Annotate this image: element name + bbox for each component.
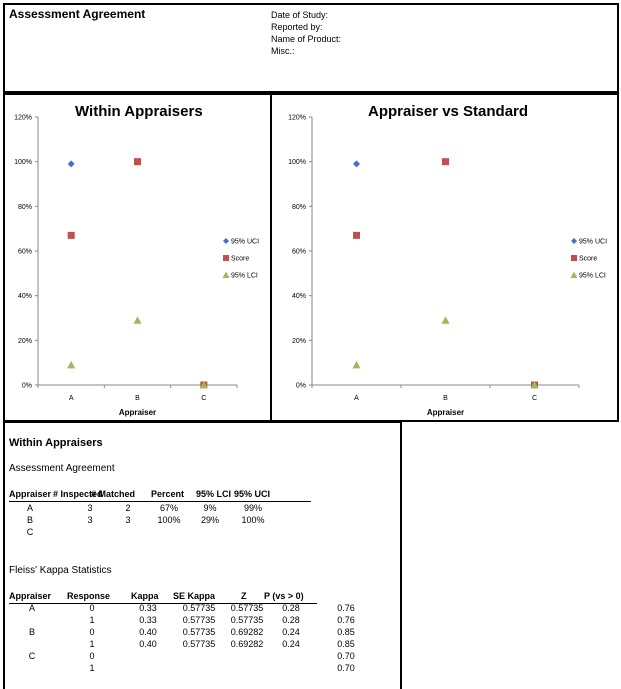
chart2-legend-label: Score <box>579 255 598 263</box>
kappa-header-cell: SE Kappa <box>173 591 216 601</box>
appraiser-vs-standard-chart-panel <box>270 93 619 422</box>
kappa-cell: 0.40 <box>139 627 157 637</box>
kappa-header-cell: P (vs > 0) <box>264 591 304 601</box>
chart1-y-tick-label: 80% <box>17 203 32 211</box>
kappa-cell: 0.70 <box>337 651 355 661</box>
chart1-legend-marker <box>223 255 229 261</box>
kappa-cell: 0.57735 <box>182 639 216 649</box>
chart2-x-axis-label: Appraiser <box>426 408 465 417</box>
chart1-point-triangle <box>67 361 75 369</box>
chart1-y-tick-label: 100% <box>14 159 32 167</box>
chart2-x-tick-label: B <box>443 395 448 402</box>
chart2-y-tick-label: 20% <box>291 337 306 345</box>
chart1-point-square <box>68 232 75 239</box>
agreement-cell: 3 <box>125 515 131 525</box>
kappa-cell: B <box>28 627 36 637</box>
kappa-header-cell: Appraiser <box>9 591 52 601</box>
report-fields <box>271 9 341 57</box>
kappa-cell: 0.57735 <box>182 615 216 625</box>
kappa-cell: 0.24 <box>282 639 300 649</box>
agreement-cell: 99% <box>243 503 263 513</box>
kappa-cell: 0.33 <box>139 603 157 613</box>
kappa-cell: 0 <box>89 603 95 613</box>
chart1-point-square <box>134 158 141 165</box>
agreement-cell: C <box>26 527 34 537</box>
chart1-y-tick-label: 60% <box>17 248 32 256</box>
chart2-legend-marker <box>571 272 578 279</box>
agreement-cell: 100% <box>157 515 181 525</box>
appraiser-vs-standard-chart-title: Appraiser vs Standard <box>368 103 529 120</box>
agreement-header-cell: 95% UCI <box>234 489 271 499</box>
chart2-point-square <box>442 158 449 165</box>
agreement-header-rule <box>9 501 311 502</box>
kappa-cell: 0.40 <box>139 639 157 649</box>
kappa-cell: 0.57735 <box>182 627 216 637</box>
kappa-cell: 0.33 <box>139 615 157 625</box>
within-appraisers-panel <box>3 421 402 689</box>
chart2-legend-marker <box>571 238 577 244</box>
chart1-legend-label: 95% LCI <box>231 272 258 280</box>
chart2-y-tick-label: 0% <box>295 382 306 390</box>
misc-label: Misc.: <box>271 46 295 56</box>
agreement-cell: A <box>26 503 34 513</box>
chart2-point-triangle <box>442 316 450 324</box>
agreement-header-cell: 95% LCI <box>196 489 232 499</box>
chart2-y-tick-label: 60% <box>291 248 306 256</box>
agreement-cell: 3 <box>87 503 93 513</box>
agreement-header-cell: Percent <box>151 489 185 499</box>
agreement-header-cell: Appraiser <box>9 489 52 499</box>
chart1-legend-label: 95% UCI <box>231 238 260 246</box>
agreement-header-cell: # Matched <box>91 489 136 499</box>
agreement-header-cell: # Inspected <box>53 489 103 499</box>
chart1-x-tick-label: A <box>68 395 74 402</box>
chart2-y-tick-label: 120% <box>288 114 306 122</box>
kappa-cell: 0.76 <box>337 603 355 613</box>
kappa-cell: 0.85 <box>337 639 355 649</box>
kappa-cell: 0 <box>89 651 95 661</box>
chart1-x-tick-label: C <box>201 395 207 402</box>
agreement-cell: 2 <box>125 503 131 513</box>
chart1-y-tick-label: 120% <box>14 114 32 122</box>
header-panel <box>3 3 619 93</box>
within-appraisers-chart-panel <box>3 93 272 422</box>
chart1-y-tick-label: 0% <box>21 382 32 390</box>
kappa-cell: 0 <box>89 627 95 637</box>
chart2-y-tick-label: 80% <box>291 203 306 211</box>
chart2-y-tick-label: 100% <box>288 159 306 167</box>
kappa-cell: 0.28 <box>282 603 300 613</box>
chart1-legend-marker <box>223 272 230 279</box>
chart2-point-triangle <box>353 361 361 369</box>
kappa-cell: 0.57735 <box>230 615 264 625</box>
kappa-cell: C <box>28 651 36 661</box>
kappa-cell: 0.69282 <box>230 627 264 637</box>
kappa-cell: 0.57735 <box>230 603 264 613</box>
kappa-cell: 1 <box>89 615 95 625</box>
chart1-point-triangle <box>134 316 142 324</box>
kappa-header-cell: Response <box>67 591 111 601</box>
kappa-cell: 1 <box>89 639 95 649</box>
chart1-y-tick-label: 20% <box>17 337 32 345</box>
kappa-table-title: Fleiss' Kappa Statistics <box>9 565 112 576</box>
name-of-product-label: Name of Product: <box>271 34 342 44</box>
agreement-cell: 100% <box>241 515 265 525</box>
agreement-cell: B <box>26 515 34 525</box>
chart2-point-diamond <box>353 160 360 167</box>
kappa-cell: 0.57735 <box>182 603 216 613</box>
kappa-header-rule <box>9 603 317 604</box>
chart1-legend-marker <box>223 238 229 244</box>
chart1-legend-label: Score <box>231 255 250 263</box>
chart2-y-tick-label: 40% <box>291 293 306 301</box>
agreement-cell: 67% <box>159 503 179 513</box>
date-of-study-label: Date of Study: <box>271 10 329 20</box>
agreement-cell: 3 <box>87 515 93 525</box>
kappa-cell: 0.28 <box>282 615 300 625</box>
chart1-point-diamond <box>68 160 75 167</box>
kappa-header-cell: Z <box>241 591 247 601</box>
chart2-point-square <box>353 232 360 239</box>
chart2-x-tick-label: C <box>531 395 538 402</box>
kappa-header-cell: Kappa <box>131 591 159 601</box>
within-section-title: Within Appraisers <box>9 437 103 449</box>
within-appraisers-chart <box>5 95 270 420</box>
agreement-cell: 29% <box>200 515 220 525</box>
chart2-legend-marker <box>571 255 577 261</box>
kappa-cell: 1 <box>89 663 95 673</box>
appraiser-vs-standard-chart <box>272 95 617 420</box>
chart2-legend-label: 95% UCI <box>579 238 608 246</box>
kappa-cell: 0.70 <box>337 663 355 673</box>
report-title: Assessment Agreement <box>9 7 146 21</box>
kappa-cell: 0.85 <box>337 627 355 637</box>
chart1-x-axis-label: Appraiser <box>118 408 157 417</box>
chart1-y-tick-label: 40% <box>17 293 32 301</box>
chart1-x-tick-label: B <box>135 395 140 402</box>
agreement-cell: 9% <box>203 503 217 513</box>
reported-by-label: Reported by: <box>271 22 323 32</box>
kappa-cell: A <box>28 603 36 613</box>
chart2-legend-label: 95% LCI <box>579 272 606 280</box>
kappa-cell: 0.69282 <box>230 639 264 649</box>
chart2-x-tick-label: A <box>354 395 359 402</box>
kappa-cell: 0.24 <box>282 627 300 637</box>
within-appraisers-chart-title: Within Appraisers <box>75 103 203 120</box>
kappa-cell: 0.76 <box>337 615 355 625</box>
agreement-table-title: Assessment Agreement <box>9 463 115 474</box>
